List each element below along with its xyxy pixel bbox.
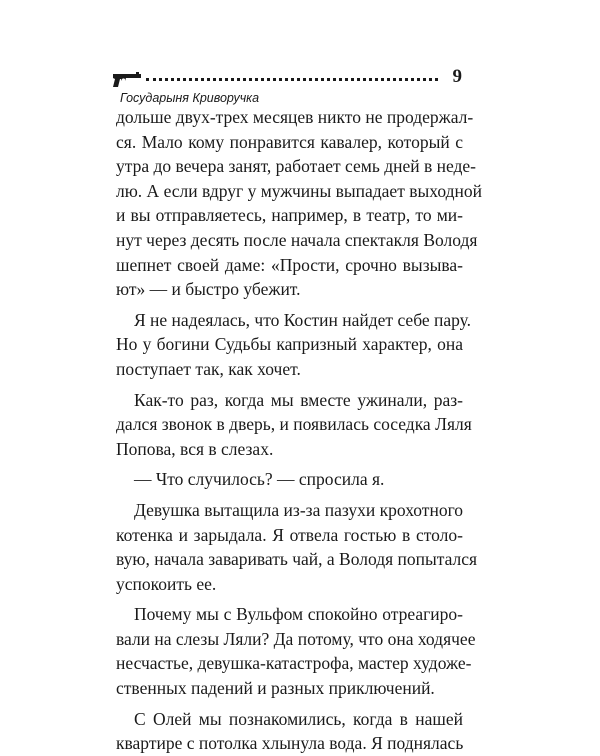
text-line: котенка и зарыдала. Я отвела гостью в столо-	[116, 524, 463, 545]
header-dotted-rule	[146, 78, 438, 81]
paragraph	[116, 602, 476, 700]
paragraph	[116, 308, 472, 382]
text-line: Но у богини Судьбы капризный характер, она	[116, 334, 463, 355]
text-line: дольше двух-трех месяцев никто не продержал-	[116, 107, 474, 127]
text-line: утра до вечера занят, работает семь дней в неде-	[116, 156, 477, 177]
running-header	[112, 68, 464, 108]
text-line: нут через десять после начала спектакля Володя	[116, 229, 478, 250]
body-text	[116, 105, 482, 756]
text-line: ственных падений и разных приключений.	[116, 678, 435, 699]
paragraph	[116, 105, 482, 302]
paragraph	[116, 707, 463, 756]
text-line: ют» — и быстро убежит.	[116, 279, 301, 300]
text-line: лю. А если вдруг у мужчины выпадает выходной	[116, 180, 482, 201]
text-line: Почему мы с Вульфом спокойно отреагиро-	[134, 604, 463, 625]
paragraph	[116, 498, 478, 596]
text-line: ся. Мало кому понравится кавалер, который с	[116, 131, 463, 152]
text-line: вали на слезы Ляли? Да потому, что она ходячее	[116, 628, 476, 649]
text-line: Как-то раз, когда мы вместе ужинали, раз-	[134, 389, 463, 410]
text-line: вую, начала заваривать чай, а Володя попытался	[116, 549, 478, 570]
text-line: дался звонок в дверь, и появилась соседка Ляля	[116, 414, 472, 435]
text-line: шепнет своей даме: «Прости, срочно вызыва-	[116, 254, 463, 275]
page-number: 9	[452, 66, 462, 87]
text-line: поступает так, как хочет.	[116, 358, 301, 379]
book-title: Государыня Криворучка	[120, 91, 260, 105]
text-line: и вы отправляетесь, например, в театр, то ми-	[116, 205, 463, 226]
text-line: квартире с потолка хлынула вода. Я поднялась	[116, 733, 464, 754]
text-line: — Что случилось? — спросила я.	[134, 469, 385, 490]
text-line: С Олей мы познакомились, когда в нашей	[134, 708, 463, 729]
text-line: Девушка вытащила из-за пазухи крохотного	[134, 499, 464, 520]
paragraph	[116, 467, 463, 492]
paragraph	[116, 388, 472, 462]
text-line: несчастье, девушка-катастрофа, мастер художе-	[116, 653, 472, 674]
revolver-icon	[112, 70, 142, 88]
text-line: Попова, вся в слезах.	[116, 438, 274, 459]
text-line: успокоить ее.	[116, 573, 217, 594]
text-line: Я не надеялась, что Костин найдет себе пару.	[134, 309, 472, 330]
